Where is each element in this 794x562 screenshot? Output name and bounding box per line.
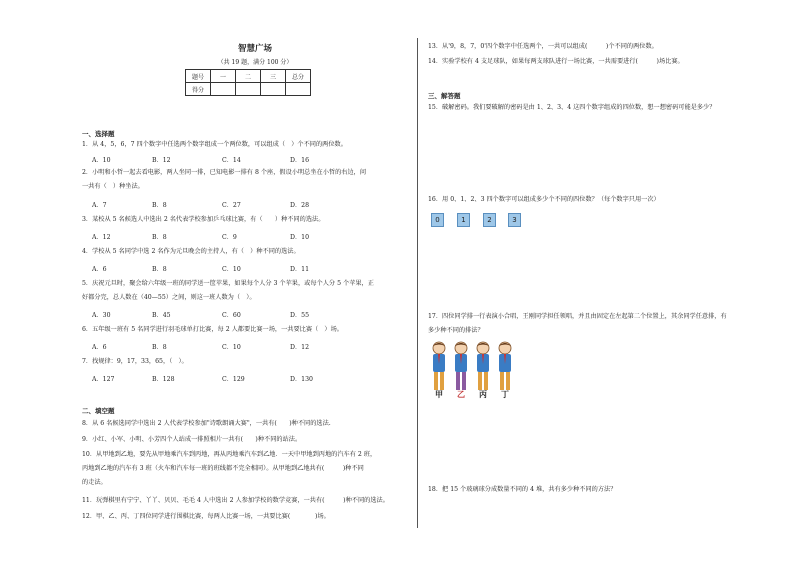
- question-text: 9．小红、小军、小明、小芳四个人站成一排照相片一共有( )种不同的站法。: [82, 436, 302, 443]
- question-text: 1．从 4，5，6，7 四个数字中任选两个数字组成一个两位数，可以组成（ ）个不同的两位数。: [82, 141, 347, 148]
- option[interactable]: B．8: [152, 266, 167, 273]
- student-label: 甲: [435, 389, 443, 399]
- score-table: [185, 69, 311, 96]
- score-cell: 得分: [186, 83, 211, 96]
- page-title: 智慧广场: [237, 44, 272, 54]
- score-table-score-row: [186, 83, 311, 96]
- option[interactable]: C．9: [222, 234, 237, 241]
- option[interactable]: A．12: [92, 234, 111, 241]
- section-heading: 一、选择题: [82, 130, 115, 138]
- question-text: 13．从'9，8，7，0'四个数字中任选两个，一共可以组成( )个不同的两位数。: [428, 43, 658, 50]
- option[interactable]: C．10: [222, 344, 241, 351]
- question-text: 8．从 6 名候选同学中选出 2 人代表学校参加"诗歌朗诵大赛"，一共有( )种不同的选法.: [82, 420, 331, 427]
- option[interactable]: C．60: [222, 312, 241, 319]
- option[interactable]: D．55: [290, 312, 310, 319]
- option[interactable]: B．8: [152, 344, 167, 351]
- option[interactable]: C．27: [222, 202, 241, 209]
- question-text: 7．找规律：9，17，33，65，（ ）。: [82, 358, 188, 365]
- option[interactable]: B．45: [152, 312, 171, 319]
- score-input-cell[interactable]: [211, 83, 236, 96]
- question-text: 一共有（ ）种坐法。: [82, 183, 144, 190]
- option[interactable]: A．6: [92, 344, 107, 351]
- student-label: 丁: [501, 389, 509, 399]
- question-text: 2．小明和小哲一起去看电影，两人坐同一排，已知电影一排有 8 个座，假设小明总坐在小哲的右边，问: [82, 169, 367, 176]
- option[interactable]: A．6: [92, 266, 107, 273]
- score-table-header-row: [186, 70, 311, 83]
- question-text: 3．某校从 5 名候选人中选出 2 名代表学校参加乒乓球比赛，有（ ）种不同的选法。: [82, 216, 325, 223]
- option[interactable]: B．128: [152, 376, 175, 383]
- student-figure: [499, 342, 511, 390]
- score-input-cell[interactable]: [261, 83, 286, 96]
- digit-card: 0: [431, 213, 444, 227]
- question-text: 15．破解密码。我们要破解的密码是由 1、2、3、4 这四个数字组成的四位数，想一想密码可能是多少？: [428, 104, 716, 111]
- option[interactable]: D．16: [290, 157, 310, 164]
- column-divider: [417, 38, 418, 528]
- option[interactable]: C．14: [222, 157, 241, 164]
- option[interactable]: C．129: [222, 376, 245, 383]
- score-cell: 一: [211, 70, 236, 83]
- score-input-cell[interactable]: [286, 83, 311, 96]
- digit-card: 1: [457, 213, 470, 227]
- question-text: 好都分完，总人数在（40—55）之间，则这一班人数为（ ）。: [82, 294, 256, 301]
- question-text: 丙地到乙地的汽车有 3 班（火车和汽车每一班的班线都不完全相同）。从甲地到乙地共有( )种不同: [82, 465, 364, 472]
- question-text: 18．把 15 个玻璃球分成数量不同的 4 堆，共有多少种不同的方法？: [428, 486, 617, 493]
- score-input-cell[interactable]: [236, 83, 261, 96]
- question-text: 11．玩弹棋里有宁宁、丫丫、贝贝、毛毛 4 人中选出 2 人参加学校的数学竞赛，一共有( )种不同的选法。: [82, 497, 389, 504]
- question-text: 16．用 0、1、2、3 四个数字可以组成多少个不同的四位数？（每个数字只用一次）: [428, 196, 660, 203]
- student-figure: [433, 342, 445, 390]
- option[interactable]: A．7: [92, 202, 107, 209]
- option[interactable]: B．8: [152, 234, 167, 241]
- option[interactable]: A．10: [92, 157, 111, 164]
- score-cell: 题号: [186, 70, 211, 83]
- option[interactable]: D．10: [290, 234, 310, 241]
- question-text: 6．五年级一班有 5 名同学进行羽毛球单打比赛，每 2 人都要比赛一场，一共要比赛（ ）场。: [82, 326, 343, 333]
- question-text: 5．庆祝元旦时，聚会给六年级一班的同学送一筐苹果，如果每个人分 3 个苹果，或每个人分 5 个苹果，正: [82, 280, 374, 287]
- digit-card: 3: [508, 213, 521, 227]
- option[interactable]: D．28: [290, 202, 310, 209]
- student-label: 丙: [479, 389, 487, 399]
- question-text: 10．从甲地到乙地，要先从甲地乘汽车到丙地，再从丙地乘汽车到乙地．一天中甲地到丙地的汽车有 2 班，: [82, 451, 377, 458]
- question-text: 4．学校从 5 名同学中选 2 名作为元旦晚会的主持人，有（ ）种不同的选法。: [82, 248, 300, 255]
- option[interactable]: B．8: [152, 202, 167, 209]
- digit-card: 2: [483, 213, 496, 227]
- student-figure: [477, 342, 489, 390]
- score-cell: 三: [261, 70, 286, 83]
- question-text: 14．实验学校有 4 支足球队，如果每两支球队进行一场比赛，一共需要进行( )场比赛。: [428, 58, 684, 65]
- question-text: 12．甲、乙、丙、丁四位同学进行围棋比赛，每两人比赛一场，一共要比赛( )场。: [82, 513, 330, 520]
- option[interactable]: D．12: [290, 344, 310, 351]
- question-text: 17．四位同学排一行表演小合唱，王刚同学担任领唱，并且由固定在左起第二个位置上，其余同学任意排，有: [428, 313, 727, 320]
- student-figure: [455, 342, 467, 390]
- option[interactable]: B．12: [152, 157, 171, 164]
- student-label: 乙: [457, 389, 465, 399]
- page-subtitle: （共 19 题，满分 100 分）: [217, 59, 293, 66]
- score-cell: 二: [236, 70, 261, 83]
- section-heading: 二、填空题: [82, 407, 115, 415]
- question-text: 的走法。: [82, 479, 107, 486]
- option[interactable]: A．127: [92, 376, 115, 383]
- question-text: 多少种不同的排法？: [428, 327, 484, 334]
- score-cell: 总分: [286, 70, 311, 83]
- option[interactable]: D．11: [290, 266, 310, 273]
- section-heading: 三、解答题: [428, 92, 461, 100]
- option[interactable]: A．30: [92, 312, 111, 319]
- option[interactable]: D．130: [290, 376, 313, 383]
- option[interactable]: C．10: [222, 266, 241, 273]
